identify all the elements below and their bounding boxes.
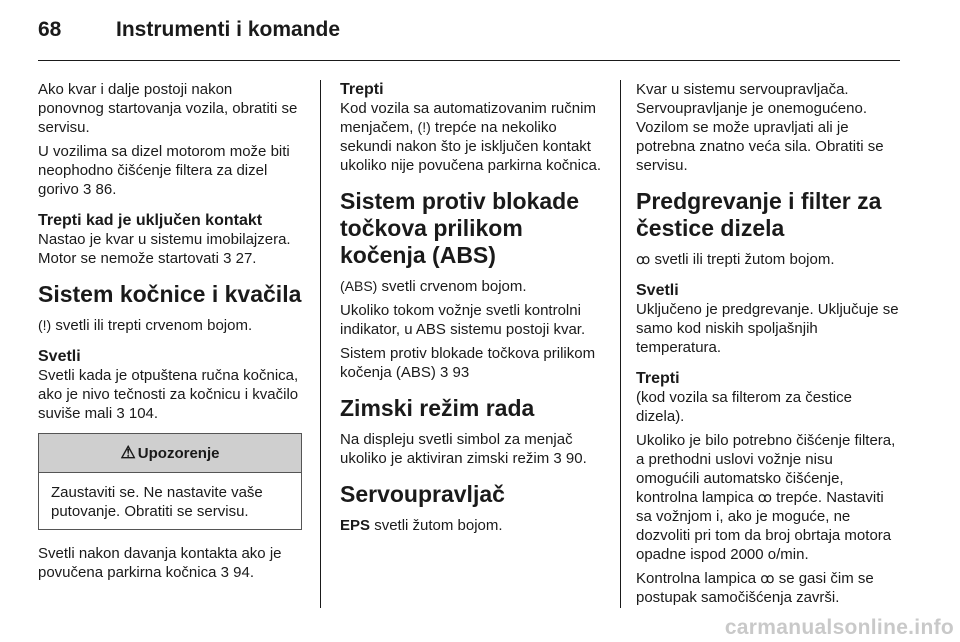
warning-box xyxy=(38,433,302,530)
warning-body xyxy=(39,473,301,529)
section-heading: Zimski režim rada xyxy=(340,395,535,421)
abs-icon: (ABS) xyxy=(340,278,378,294)
paragraph: Ako kvar i dalje postoji nakon ponovnog startovanja vozila, obratiti se servisu. xyxy=(38,81,298,136)
subheading: Trepti xyxy=(340,81,384,98)
eps-icon: EPS xyxy=(340,517,371,534)
page-reference: 3 104. xyxy=(116,405,159,422)
page-reference: 3 94. xyxy=(220,564,254,581)
section-heading: Sistem protiv blokade točkova prilikom kočenja (ABS) xyxy=(340,188,580,268)
paragraph: Kontrolna lampica ꝏ se gasi čim se postupak samočišćenja završi. xyxy=(636,570,874,606)
glow-plug-icon: ꝏ xyxy=(760,570,775,586)
paragraph: (kod vozila sa filterom za čestice dizela). xyxy=(636,389,852,425)
header-rule xyxy=(38,60,900,61)
section-heading: Sistem kočnice i kvačila xyxy=(38,281,302,307)
paragraph: Kod vozila sa automatizovanim ručnim menjačem, (!) trepće na nekoliko sekundi nakon što je isključen kontakt ukoliko nije povučena parkirna kočnica. xyxy=(340,100,601,174)
paragraph: Ukoliko je bilo potrebno čišćenje filtera, a prethodni uslovi vožnje nisu omogućili automatsko čišćenje, kontrolna lampica ꝏ trepće. Nastaviti sa vožnjom i, ako je moguće, ne dozvoliti pri tom da broj obrtaja motora opadne ispod 2000 o/min. xyxy=(636,432,896,563)
page-reference: 3 27. xyxy=(223,250,257,267)
subheading: Svetli xyxy=(38,348,81,365)
glow-plug-icon: ꝏ xyxy=(757,489,772,505)
watermark: carmanualsonline.info xyxy=(724,616,954,639)
paragraph: Kvar u sistemu servoupravljača. Servoupravljanje je onemogućeno. Vozilom se može upravljati ali je potrebna znatno veća sila. Obratiti se servisu. xyxy=(636,81,884,174)
paragraph: (!) svetli ili trepti crvenom bojom. xyxy=(38,317,253,334)
subheading: Svetli xyxy=(636,282,679,299)
column-divider xyxy=(620,80,621,608)
page-reference: 3 86. xyxy=(83,181,117,198)
paragraph: Nastao je kvar u sistemu imobilajzera. Motor se nemože startovati 3 27. xyxy=(38,231,291,267)
warning-header xyxy=(39,434,301,473)
paragraph: Ukoliko tokom vožnje svetli kontrolni indikator, u ABS sistemu postoji kvar. xyxy=(340,302,586,338)
warning-text: Zaustaviti se. Ne nastavite vaše putovanje. Obratiti se servisu. xyxy=(51,484,263,520)
page-reference: 3 93 xyxy=(440,364,470,381)
page-number: 68 xyxy=(38,18,62,41)
warning-triangle-icon: ⚠ xyxy=(120,443,136,462)
subheading: Trepti xyxy=(636,370,680,387)
page-title: Instrumenti i komande xyxy=(116,18,341,41)
paragraph: Sistem protiv blokade točkova prilikom kočenja (ABS) 3 93 xyxy=(340,345,596,381)
column-2 xyxy=(340,80,604,540)
warning-title: Upozorenje xyxy=(137,444,220,462)
column-divider xyxy=(320,80,321,608)
column-1 xyxy=(38,80,302,587)
subheading: Trepti kad je uključen kontakt xyxy=(38,212,263,229)
paragraph: (ABS) svetli crvenom bojom. xyxy=(340,278,527,295)
paragraph: Svetli nakon davanja kontakta ako je povučena parkirna kočnica 3 94. xyxy=(38,545,282,581)
page-reference: 3 90. xyxy=(553,450,587,467)
paragraph: U vozilima sa dizel motorom može biti neophodno čišćenje filtera za dizel gorivo 3 86. xyxy=(38,143,290,198)
paragraph: Svetli kada je otpuštena ručna kočnica, ako je nivo tečnosti za kočnicu i kvačilo suviše mali 3 104. xyxy=(38,367,299,422)
brake-warning-icon: (!) xyxy=(417,119,431,135)
paragraph: Uključeno je predgrevanje. Uključuje se samo kod niskih spoljašnjih temperatura. xyxy=(636,301,899,356)
brake-warning-icon: (!) xyxy=(38,317,52,333)
paragraph: Na displeju svetli simbol za menjač ukoliko je aktiviran zimski režim 3 90. xyxy=(340,431,587,467)
glow-plug-icon: ꝏ xyxy=(636,251,651,267)
paragraph: EPS svetli žutom bojom. xyxy=(340,517,503,534)
section-heading: Predgrevanje i filter za čestice dizela xyxy=(636,188,882,241)
column-3 xyxy=(636,80,900,612)
paragraph: ꝏ svetli ili trepti žutom bojom. xyxy=(636,251,835,268)
section-heading: Servoupravljač xyxy=(340,481,505,507)
